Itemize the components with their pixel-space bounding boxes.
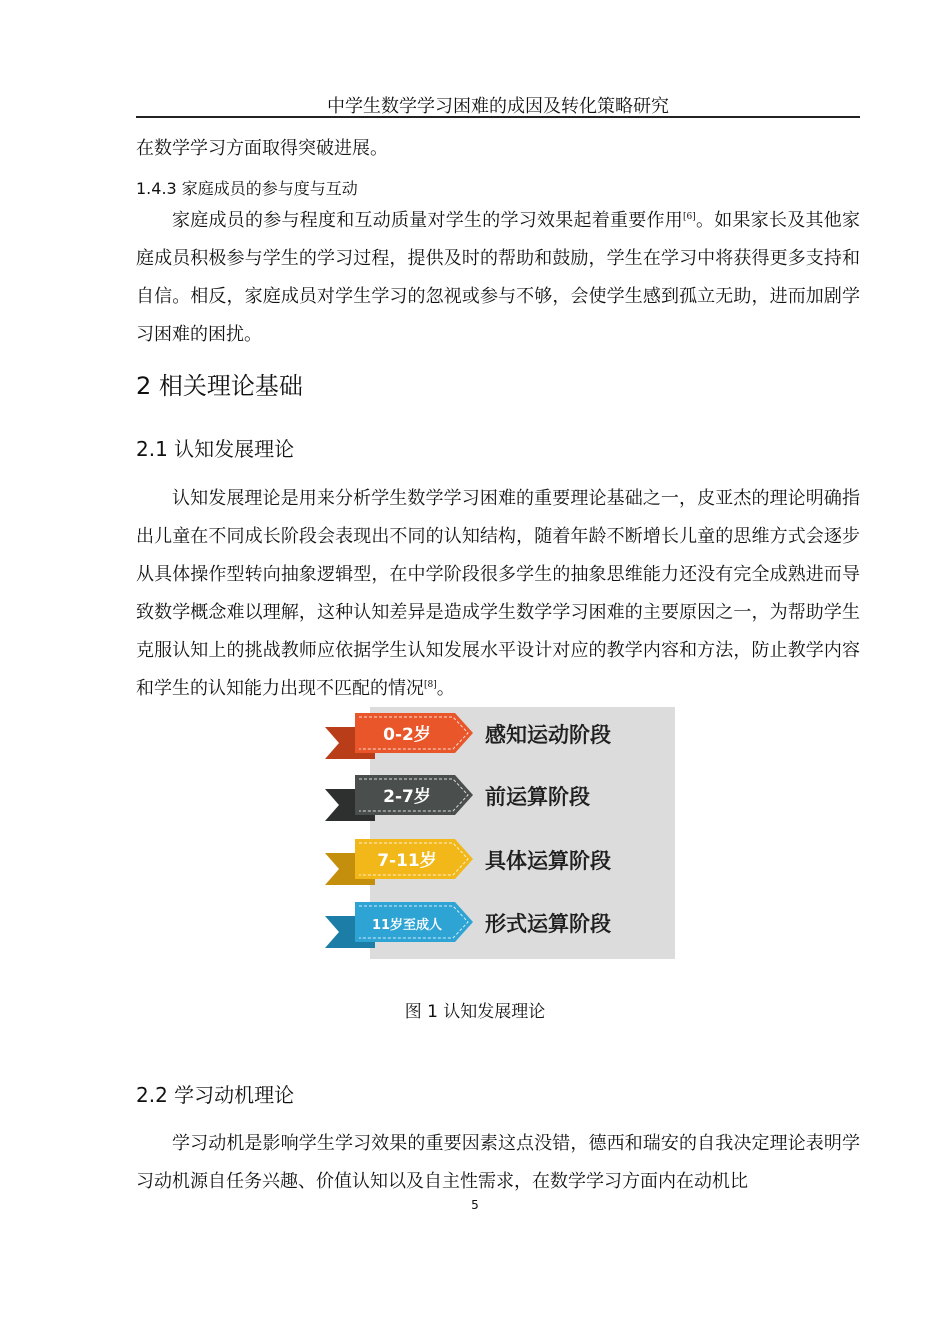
page-header-rule bbox=[136, 116, 860, 118]
figure-caption: 图 1 认知发展理论 bbox=[404, 1002, 546, 1022]
paragraph-text: 家庭成员的参与程度和互动质量对学生的学习效果起着重要作用 bbox=[172, 210, 683, 231]
citation-ref: [8] bbox=[424, 680, 437, 690]
section-1-4-3-paragraph bbox=[136, 202, 860, 354]
stage-name-label: 形式运算阶段 bbox=[485, 912, 611, 936]
citation-ref: [6] bbox=[683, 212, 696, 222]
continuation-paragraph: 在数学学习方面取得突破进展。 bbox=[136, 138, 388, 159]
paragraph-text: 认知发展理论是用来分析学生数学学习困难的重要理论基础之一，皮亚杰的理论明确指出儿童在不同成长阶段会表现出不同的认知结构，随着年龄不断增长儿童的思维方式会逐步从具体操作型转向抽象逻辑型，在中学阶段很多学生的抽象思维能力还没有完全成熟进而导致数学概念难以理解，这种认知差异是造成学生数学学习困难的主要原因之一，为帮助学生克服认知上的挑战教师应依据学生认知发展水平设计对应的教学内容和方法，防止教学内容和学生的认知能力出现不匹配的情况 bbox=[136, 488, 860, 699]
section-2-1-heading: 2.1 认知发展理论 bbox=[136, 437, 295, 461]
stage-name-label: 前运算阶段 bbox=[485, 785, 590, 809]
chapter-2-heading: 2 相关理论基础 bbox=[136, 372, 303, 400]
stage-age-label: 2-7岁 bbox=[383, 787, 431, 807]
paragraph-text: 。如果家长及其他家庭成员积极参与学生的学习过程，提供及时的帮助和鼓励，学生在学习中将获得更多支持和自信。相反，家庭成员对学生学习的忽视或参与不够，会使学生感到孤立无助，进而加剧学习困难的困扰。 bbox=[136, 210, 860, 345]
page-header-title: 中学生数学学习困难的成因及转化策略研究 bbox=[327, 96, 669, 117]
stage-age-label: 11岁至成人 bbox=[371, 918, 443, 933]
stage-age-label: 7-11岁 bbox=[377, 851, 437, 871]
section-2-1-paragraph bbox=[136, 480, 860, 708]
stage-age-label: 0-2岁 bbox=[383, 725, 431, 745]
stage-name-label: 具体运算阶段 bbox=[485, 849, 611, 873]
cognitive-stages-figure bbox=[325, 707, 675, 959]
section-2-2-paragraph: 学习动机是影响学生学习效果的重要因素这点没错，德西和瑞安的自我决定理论表明学习动机源自任务兴趣、价值认知以及自主性需求，在数学学习方面内在动机比 bbox=[136, 1133, 860, 1192]
section-1-4-3-heading: 1.4.3 家庭成员的参与度与互动 bbox=[136, 179, 358, 198]
section-2-2-heading: 2.2 学习动机理论 bbox=[136, 1083, 295, 1107]
page-number: 5 bbox=[471, 1198, 479, 1212]
paragraph-text: 。 bbox=[436, 678, 455, 699]
stage-name-label: 感知运动阶段 bbox=[485, 723, 611, 747]
